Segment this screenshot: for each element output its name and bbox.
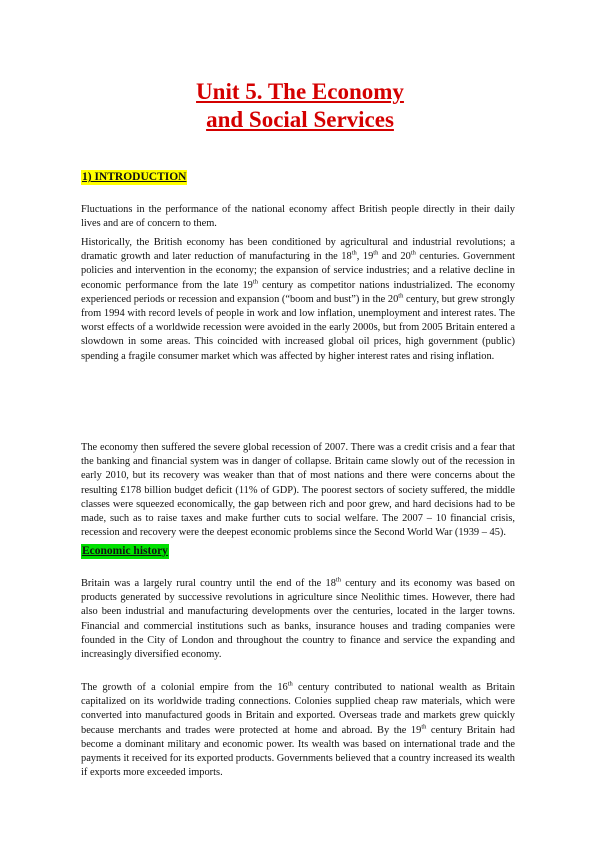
superscript: th: [410, 249, 416, 257]
page-title-line1: Unit 5. The Economy: [196, 79, 404, 104]
text-run: Britain was a largely rural country until the end of the 18: [81, 578, 336, 589]
superscript: th: [421, 723, 427, 731]
paragraph-historical-economy: [81, 236, 515, 364]
text-run: , 19: [356, 251, 374, 263]
section-heading-introduction: 1) INTRODUCTION: [82, 171, 187, 183]
text-run: and 20: [378, 251, 411, 263]
paragraph-colonial-empire: [81, 681, 515, 780]
superscript: th: [351, 249, 357, 257]
superscript: th: [398, 292, 404, 300]
text-run: centuries. Government policies and intervention in the economy; the expansion of service industries; and a relative decline in economic performance from the late 19: [81, 251, 515, 291]
text-run: century, but grew strongly from 1994 with record levels of people in work and low inflation, unemployment and interest rates. The worst effects of a worldwide recession were avoided in the early 2000s, but from 2005 Britain entered a slowdown in some areas. This coincided with increased global oil prices, high government (public) spending a fragile consumer market which was affected by higher interest rates and rising inflation.: [81, 293, 516, 362]
text-run: century as competitor nations industrialized. The economy experienced periods or recession and expansion (“boom and bust”) in the 20: [81, 279, 516, 305]
superscript: th: [335, 576, 341, 584]
text-run: century Britain had become a dominant military and economic power. Its wealth was based on international trade and the payments it received for its exported products. Governments believed that a country increased its wealth if exports more exceeded imports.: [81, 724, 515, 779]
superscript: th: [252, 278, 258, 286]
text-run: Historically, the British economy has been conditioned by agricultural and industrial revolutions; a dramatic growth and later reduction of manufacturing in the 18: [81, 237, 515, 263]
paragraph-fluctuations: Fluctuations in the performance of the national economy affect British people directly in their daily lives and are of concern to them.: [81, 204, 515, 230]
superscript: th: [373, 249, 379, 257]
text-run: The growth of a colonial empire from the 16: [81, 682, 288, 693]
section-heading-economic-history: Economic history: [82, 545, 168, 557]
page-title-line2: and Social Services: [206, 107, 394, 132]
superscript: th: [287, 680, 293, 688]
paragraph-global-recession: The economy then suffered the severe global recession of 2007. There was a credit crisis and a fear that the banking and financial system was in danger of collapse. Britain came slowly out of the recession in early 2010, but its recovery was weaker than that of most nations and there were concerns about the resulting £178 billion budget deficit (11% of GDP). The poorest sectors of society suffered, the middle classes were squeezed economically, the gap between rich and poor grew, and hard decisions had to be made, such as to raise taxes and make further cuts to social welfare. The 2007 – 10 financial crisis, recession and recovery were the deepest economic problems since the Second World War (1939 – 45).: [81, 442, 515, 539]
text-run: century and its economy was based on products generated by successive revolutions in agriculture since Neolithic times. However, there had also been industrial and manufacturing developments over the centuries, located in the larger towns. Financial and commercial institutions such as banks, insurance houses and trading companies were founded in the City of London and throughout the country to finance and service the expanding and increasingly diversified economy.: [81, 578, 515, 661]
text-run: century contributed to national wealth as Britain capitalized on its worldwide trading connections. Colonies supplied cheap raw materials, which were converted into manufactured goods in Britain and exported. Overseas trade and markets grew quickly because merchants and trades were protected at home and abroad. By the 19: [81, 682, 515, 736]
paragraph-rural-country: [81, 577, 515, 662]
